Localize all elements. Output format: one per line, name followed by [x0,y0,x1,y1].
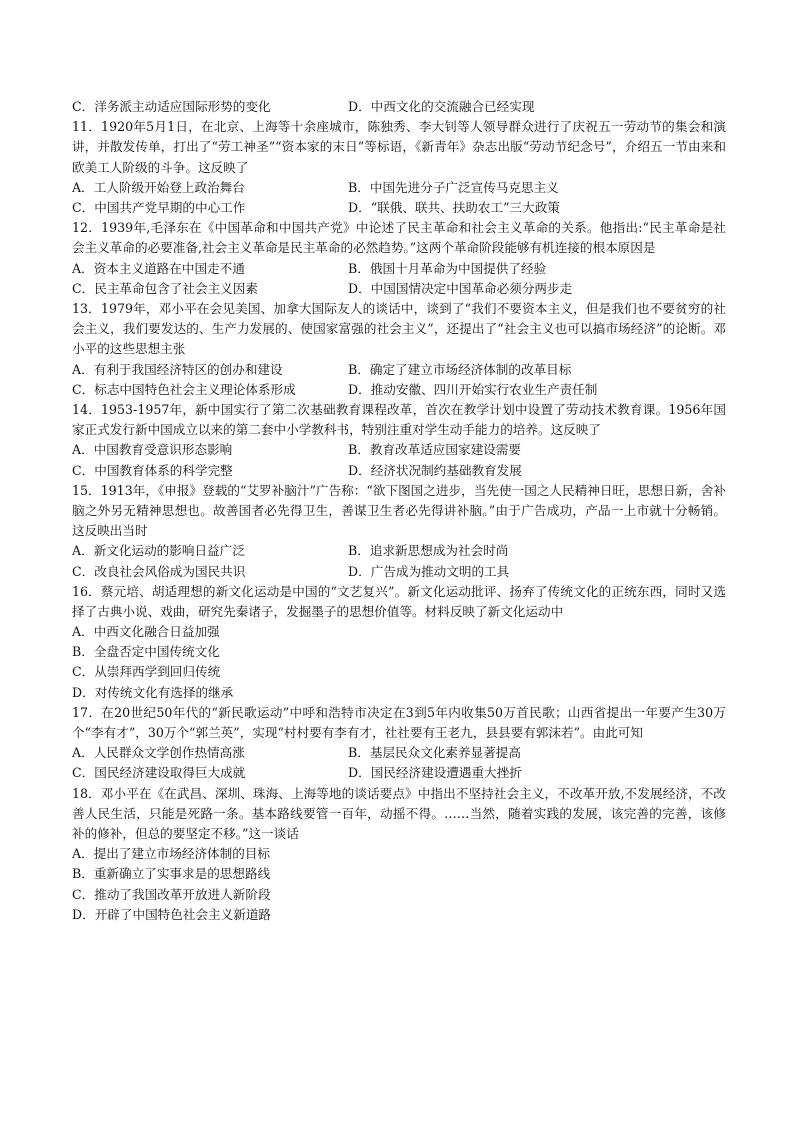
option-d: D．开辟了中国特色社会主义新道路 [72,906,272,922]
options-row [72,259,726,279]
question-12 [72,218,726,299]
option-d: D．推动安徽、四川开始实行农业生产责任制 [348,381,598,397]
option-d: D．国民经济建设遭遇重大挫折 [348,765,522,781]
options-row [72,461,726,481]
option-d: D．中西文化的交流融合已经实现 [348,99,535,114]
options-row [72,178,726,198]
lead-options-row [72,97,726,117]
question-16 [72,582,726,703]
question-stem: 17．在20世纪50年代的“新民歌运动”中呼和浩特市决定在3到5年内收集50万首民歌；山西省提出一年要产生30万个“李有才”，30万个“郭兰英”，实现“村村要有李有才，社社要有王老九，县县要有郭沫若”。由此可知 [72,704,726,741]
option-a: A．资本主义道路在中国走不通 [72,260,245,276]
question-stem: 14．1953-1957年，新中国实行了第二次基础教育课程改革，首次在教学计划中设置了劳动技术教育课。1956年国家正式发行新中国成立以来的第二套中小学教科书，特别注重对学生动手能力的培养。这反映了 [72,401,726,438]
option-b: B．全盘否定中国传统文化 [72,644,220,660]
option-d: D．“联俄、联共、扶助农工”三大政策 [348,199,560,215]
option-a: A．工人阶级开始登上政治舞台 [72,179,245,195]
question-15 [72,481,726,582]
option-c: C．改良社会风俗成为国民共识 [72,563,246,579]
question-14 [72,400,726,481]
question-11 [72,117,726,218]
option-d: D．经济状况制约基础教育发展 [348,462,522,478]
option-b: B．中国先进分子广泛宣传马克思主义 [348,179,559,195]
option-c: C．民主革命包含了社会主义因素 [72,280,258,296]
option-d: D．中国国情决定中国革命必须分两步走 [348,280,573,296]
options-row [72,743,726,763]
option-c: C．推动了我国改革开放进人新阶段 [72,886,271,902]
option-c: C．中国教育体系的科学完整 [72,462,233,478]
option-c: C．中国共产党早期的中心工作 [72,199,246,215]
options-row [72,440,726,460]
options-row [72,279,726,299]
options-row [72,763,726,783]
option-a: A．提出了建立市场经济体制的目标 [72,846,271,862]
exam-page [72,97,726,925]
option-b: B．确定了建立市场经济体制的改革目标 [348,361,572,377]
option-b: B．教育改革适应国家建设需要 [348,442,521,458]
options-row [72,562,726,582]
question-stem: 18．邓小平在《在武昌、深圳、珠海、上海等地的谈话要点》中指出不坚持社会主义，不改革开放,不发展经济，不改善人民生活，只能是死路一条。基本路线要管一百年，动摇不得。……当然，随着实践的发展，该完善的完善，该修补的修补，但总的要坚定不移。”这一谈话 [72,785,726,842]
option-b: B．重新确立了实事求是的思想路线 [72,866,271,882]
options-row [72,360,726,380]
options-row [72,198,726,218]
option-a: A．中国教育受意识形态影响 [72,442,233,458]
question-stem: 16．蔡元培、胡适理想的新文化运动是中国的“文艺复兴”。新文化运动批评、扬弃了传统文化的正统东西，同时又选择了古典小说、戏曲，研究先秦诸子，发掘墨子的思想价值等。材料反映了新文化运动中 [72,583,726,619]
question-stem: 15．1913年，《申报》登载的“艾罗补脑汁”广告称：“欲下图国之进步，当先使一国之人民精神日旺，思想日新，舍补脑之外另无精神思想也。故善国者必先得卫生，善谋卫生者必先得讲补脑。”由于广告成功，产品一上市就十分畅销。这反映出当时 [72,482,726,539]
option-d: D．广告成为推动文明的工具 [348,563,510,579]
question-stem: 11．1920年5月1日，在北京、上海等十余座城市，陈独秀、李大钊等人领导群众进行了庆祝五一劳动节的集会和演讲，并散发传单，打出了“劳工神圣”“资本家的末日”等标语，《新青年》杂志出版“劳动节纪念号”，介绍五一节由来和欧美工人阶级的斗争。这反映了 [72,119,726,175]
option-b: B．俄国十月革命为中国提供了经验 [348,260,547,276]
option-a: A．人民群众文学创作热情高涨 [72,745,245,761]
option-d: D．对传统文化有选择的继承 [72,684,234,700]
question-stem: 12．1939年,毛泽东在《中国革命和中国共产党》中论述了民主革命和社会主义革命的关系。他指出:“民主革命是社会主义革命的必要准备,社会主义革命是民主革命的必然趋势。”这两个革命阶段能够有机连接的根本原因是 [72,220,726,256]
option-b: B．追求新思想成为社会时尚 [348,543,509,559]
option-b: B．基层民众文化素养显著提高 [348,745,521,761]
question-13 [72,299,726,400]
option-c: C．洋务派主动适应国际形势的变化 [72,99,271,114]
option-c: C．从崇拜西学到回归传统 [72,664,221,680]
option-a: A．新文化运动的影响日益广泛 [72,543,245,559]
option-a: A．有利于我国经济特区的创办和建设 [72,361,283,377]
option-c: C．标志中国特色社会主义理论体系形成 [72,381,296,397]
options-row [72,380,726,400]
options-row [72,541,726,561]
question-17 [72,703,726,784]
option-a: A．中西文化融合日益加强 [72,624,220,640]
question-stem: 13．1979年，邓小平在会见美国、加拿大国际友人的谈话中，谈到了“我们不要资本主义，但是我们也不要贫穷的社会主义，我们要发达的、生产力发展的、使国家富强的社会主义”，还提出了“社会主义也可以搞市场经济”的论断。邓小平的这些思想主张 [72,300,726,357]
option-c: C．国民经济建设取得巨大成就 [72,765,246,781]
question-18 [72,784,726,925]
